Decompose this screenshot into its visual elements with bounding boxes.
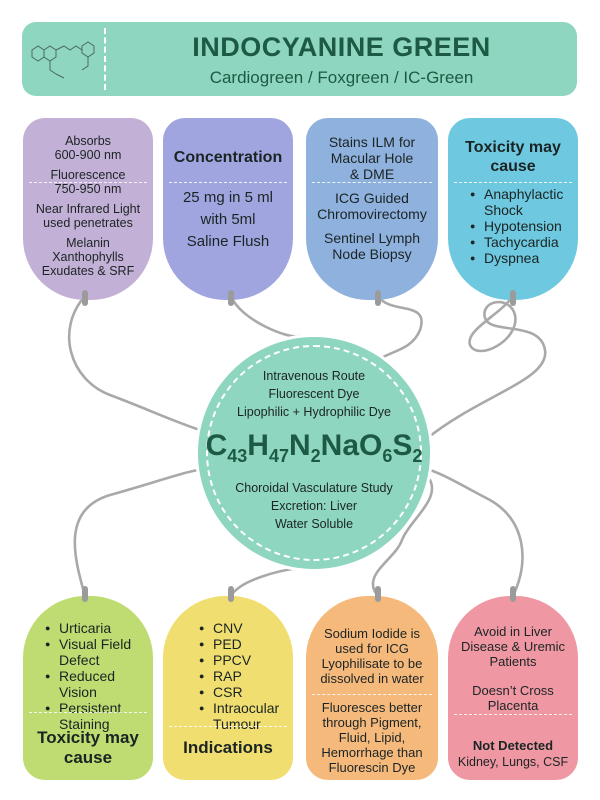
water-soluble-text: Water Soluble xyxy=(274,517,354,531)
molecule-structure-icon xyxy=(26,32,100,86)
toxicity-heading-2: cause xyxy=(490,158,536,175)
list-item: ● Reduced Vision xyxy=(59,668,153,700)
iodide-line-4: dissolved in water xyxy=(320,671,424,686)
string-toxicity-top xyxy=(425,296,545,440)
stains-line-2: Macular Hole xyxy=(330,150,414,166)
page-subtitle: Cardiogreen / Foxgreen / IC-Green xyxy=(209,68,474,87)
clip-iodide xyxy=(375,586,381,602)
penetrates-xanthophylls: Xanthophylls xyxy=(52,250,124,264)
sentinel-line-2: Node Biopsy xyxy=(332,246,412,262)
concentration-with: with 5ml xyxy=(200,211,256,228)
concentration-flush: Saline Flush xyxy=(186,233,270,250)
clip-toxicity-top xyxy=(510,290,516,306)
solubility-text: Lipophilic + Hydrophilic Dye xyxy=(237,405,391,419)
chemical-formula: $C_{43}H_{47}N_2NaO_6S_2$ xyxy=(205,429,423,466)
string-absorbs xyxy=(69,296,200,430)
stains-line-1: Stains ILM for xyxy=(328,134,416,150)
toxicity-bottom-list xyxy=(45,620,153,732)
fluorescence-range: 750-950 nm xyxy=(54,182,122,196)
sentinel-line-1: Sentinel Lymph xyxy=(324,230,420,246)
avoid-line-2: Disease & Uremic xyxy=(460,639,566,654)
string-avoid xyxy=(430,470,522,596)
choroidal-text: Choroidal Vasculature Study xyxy=(235,481,393,495)
icg-guided-line-2: Chromovirectomy xyxy=(317,206,427,222)
fluoresces-line-5: Fluorescin Dye xyxy=(328,760,416,775)
header-banner xyxy=(22,22,577,96)
concentration-dose: 25 mg in 5 ml xyxy=(182,189,274,206)
list-item: ● Tachycardia xyxy=(484,234,578,250)
excretion-text: Excretion: Liver xyxy=(270,499,358,513)
list-item: ● CNV xyxy=(213,620,293,636)
concentration-heading: Concentration xyxy=(173,149,283,166)
tag-stains xyxy=(306,118,438,300)
toxicity-top-list xyxy=(470,186,578,266)
fluoresces-line-3: Fluid, Lipid, xyxy=(338,730,406,745)
list-item: ● Anaphylactic Shock xyxy=(484,186,578,218)
string-concentration xyxy=(231,296,300,337)
list-item: ● PED xyxy=(213,636,293,652)
clip-indications xyxy=(228,586,234,602)
clip-stains xyxy=(375,290,381,306)
clip-concentration xyxy=(228,290,234,306)
iodide-line-1: Sodium Iodide is xyxy=(323,626,421,641)
absorbs-label: Absorbs xyxy=(65,134,111,148)
toxicity-bottom-heading-2: cause xyxy=(63,748,113,767)
indications-list xyxy=(199,620,293,732)
list-item: ● Urticaria xyxy=(59,620,153,636)
iodide-line-3: Lyophilisate to be xyxy=(321,656,423,671)
tag-concentration xyxy=(163,118,293,300)
nir-text-2: used penetrates xyxy=(43,216,133,230)
icg-guided-line-1: ICG Guided xyxy=(335,190,409,206)
clip-absorbs xyxy=(82,290,88,306)
list-item: ● RAP xyxy=(213,668,293,684)
tag-indications xyxy=(163,596,293,780)
absorbs-range: 600-900 nm xyxy=(54,148,122,162)
not-detected-heading: Not Detected xyxy=(472,738,554,753)
tag-toxicity-bottom xyxy=(23,596,153,780)
fluoresces-line-4: Hemorrhage than xyxy=(321,745,423,760)
iodide-line-2: used for ICG xyxy=(335,641,409,656)
stains-line-3: & DME xyxy=(349,166,395,182)
list-item: ● CSR xyxy=(213,684,293,700)
avoid-line-3: Patients xyxy=(489,654,537,669)
string-indications xyxy=(231,568,300,596)
penetrates-exudates: Exudates & SRF xyxy=(41,264,135,278)
string-toxicity-bottom xyxy=(75,470,200,596)
placenta-line-2: Placenta xyxy=(487,698,539,713)
list-item: ● Dyspnea xyxy=(484,250,578,266)
fluorescence-label: Fluorescence xyxy=(50,168,126,182)
center-circle xyxy=(198,337,430,569)
nir-text-1: Near Infrared Light xyxy=(35,202,141,216)
tag-iodide xyxy=(306,596,438,780)
dye-text: Fluorescent Dye xyxy=(268,387,360,401)
route-text: Intravenous Route xyxy=(262,369,366,383)
list-item: ● Intraocular Tumour xyxy=(213,700,293,732)
tag-avoid xyxy=(448,596,578,780)
list-item: ● Hypotension xyxy=(484,218,578,234)
fluoresces-line-2: through Pigment, xyxy=(322,715,422,730)
fluoresces-line-1: Fluoresces better xyxy=(321,700,423,715)
tag-absorbs xyxy=(23,118,153,300)
toxicity-bottom-heading-1: Toxicity may xyxy=(37,728,139,747)
page-title: INDOCYANINE GREEN xyxy=(192,32,491,62)
list-item: ● Visual Field Defect xyxy=(59,636,153,668)
tag-toxicity-top xyxy=(448,118,578,300)
clip-toxicity-bottom xyxy=(82,586,88,602)
list-item: ● PPCV xyxy=(213,652,293,668)
penetrates-melanin: Melanin xyxy=(66,236,110,250)
list-item: ● Persistent Staining xyxy=(59,700,153,732)
placenta-line-1: Doesn’t Cross xyxy=(472,683,554,698)
indications-heading: Indications xyxy=(183,738,273,757)
toxicity-heading-1: Toxicity may xyxy=(465,139,561,156)
not-detected-organs: Kidney, Lungs, CSF xyxy=(457,755,569,769)
header-divider xyxy=(104,28,106,90)
avoid-line-1: Avoid in Liver xyxy=(474,624,552,639)
clip-avoid xyxy=(510,586,516,602)
